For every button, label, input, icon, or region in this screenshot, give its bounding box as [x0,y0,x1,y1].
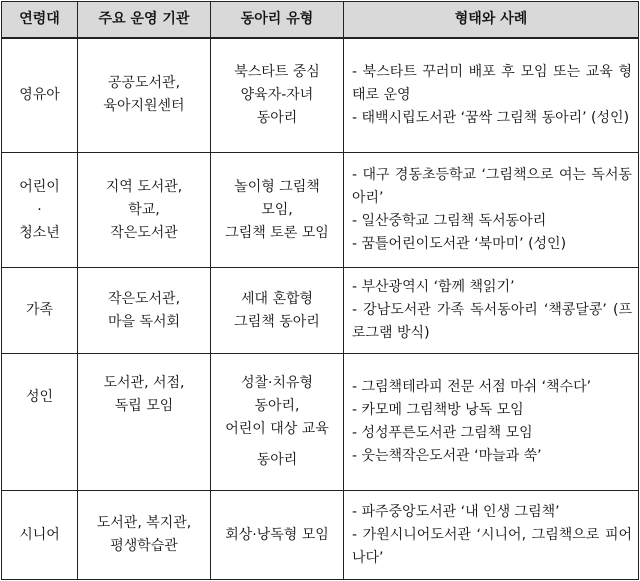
type-text: 양육자-자녀 [240,86,314,103]
age-text: 가족 [25,302,54,318]
header-row [2,2,639,38]
org-cell [78,268,211,354]
age-text: 시니어 [19,526,60,543]
table-row [2,268,639,354]
case-item: - 카모메 그림책방 낭독 모임 [352,402,524,418]
org-text: 도서관, 복지관, [96,515,192,531]
table-row [2,491,639,580]
case-item: - 부산광역시 ‘함께 책읽기’ [352,279,515,295]
header-cases: 형태와 사례 [344,2,639,38]
table-row [2,38,639,153]
org-cell [78,354,211,491]
case-item: - 꿈틀어린이도서관 ‘북마미’ (성인) [352,236,567,252]
age-text: 어린이 [19,178,60,195]
type-cell [211,268,344,354]
age-cell [2,268,78,354]
age-text: 청소년 [19,224,60,241]
case-item: - 북스타트 꾸러미 배포 후 모임 또는 교육 형태로 운영 [352,63,632,103]
case-item: - 웃는책작은도서관 ‘마늘과 쑥’ [352,448,542,464]
type-text: 동아리 [256,109,298,126]
type-cell [211,354,344,491]
org-text: 독립 모임 [114,398,174,414]
type-text: 세대 혼합형 [240,290,314,307]
age-cell [2,153,78,268]
cases-cell [344,38,639,153]
table-row [2,354,639,491]
type-cell [211,38,344,153]
case-item: - 대구 경동초등학교 ‘그림책으로 여는 독서동아리’ [352,167,632,206]
type-text: 모임, [261,201,293,218]
type-text: 동아리, [254,398,300,414]
cases-cell [344,268,639,354]
org-text: 작은도서관, [107,290,181,307]
age-text: · [37,201,42,218]
age-cell [2,354,78,491]
cases-cell [344,153,639,268]
org-cell [78,153,211,268]
case-item: - 강남도서관 가족 독서동아리 ‘책콩달콩’ (프로그램 방식) [352,302,632,341]
org-text: 공공도서관, [107,75,181,92]
org-text: 지역 도서관, [105,178,183,195]
type-text: 그림책 동아리 [234,313,320,330]
case-item: - 가원시니어도서관 ‘시니어, 그림책으로 피어나다’ [352,526,632,566]
type-text: 그림책 토론 모임 [225,224,329,241]
table-row [2,153,639,268]
case-item: - 일산중학교 그림책 독서동아리 [352,213,547,229]
type-text: 성찰·치유형 [240,375,314,391]
age-text: 영유아 [19,86,60,103]
org-text: 평생학습관 [110,538,178,554]
cases-cell [344,354,639,491]
case-item: - 그림책테라피 전문 서점 마쉬 ‘책수다’ [352,379,592,395]
cases-cell [344,491,639,580]
org-text: 학교, [128,201,160,218]
org-cell [78,491,211,580]
org-text: 도서관, 서점, [103,375,185,391]
type-text: 회상·낭독형 모임 [225,526,329,543]
case-item: - 파주중앙도서관 ‘내 인생 그림책’ [352,503,560,520]
header-org: 주요 운영 기관 [78,2,211,38]
org-text: 육아지원센터 [103,98,185,115]
case-item: - 성성푸른도서관 그림책 모임 [352,425,533,441]
header-type: 동아리 유형 [211,2,344,38]
age-cell [2,491,78,580]
age-text: 성인 [25,389,54,405]
type-cell [211,153,344,268]
type-text: 놀이형 그림책 [234,178,320,195]
org-cell [78,38,211,153]
type-text: 어린이 대상 교육 [225,421,329,437]
header-age: 연령대 [2,2,78,38]
type-text: 동아리 [256,452,298,468]
org-text: 마을 독서회 [107,313,181,330]
reading-club-table [1,1,639,580]
age-cell [2,38,78,153]
type-text: 북스타트 중심 [234,63,320,80]
case-item: - 태백시립도서관 ‘꿈싹 그림책 동아리’ (성인) [352,109,630,126]
org-text: 작은도서관 [110,224,178,241]
type-cell [211,491,344,580]
